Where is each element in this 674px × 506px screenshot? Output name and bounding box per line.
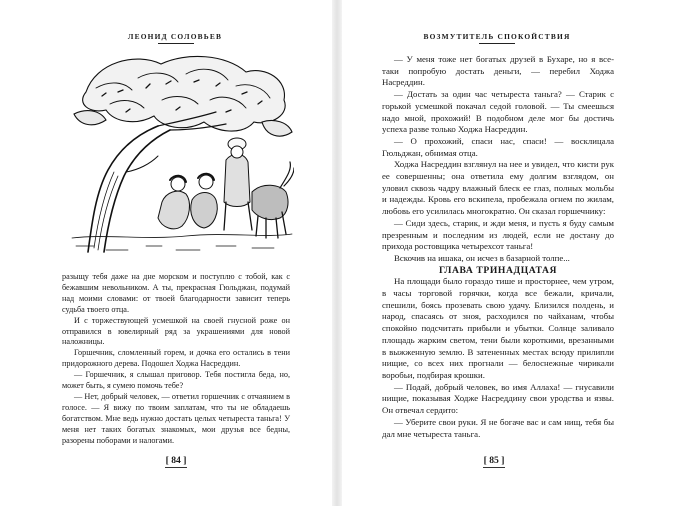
left-paragraph: — Горшечник, я слышал приговор. Тебя постигла беда, но, может быть, я сумею помочь тебе?: [62, 370, 290, 391]
right-paragraph: Вскочив на ишака, он исчез в базарной толпе...: [394, 252, 570, 263]
left-running-head: ЛЕОНИД СОЛОВЬЕВ: [127, 32, 223, 41]
right-head-rule: [479, 43, 515, 44]
tree-illustration: [66, 52, 294, 264]
right-paragraph: Ходжа Насреддин взглянул на нее и увидел, что кисти рук ее совершенны; она ответила ему долгим взглядом, он уловил сквозь чадру влажный блеск ее глаз, полных мольбы и надежды. Кровь его вскипела, пробежала огнем по жилам, любовь его усилилась многократно. Он сказал горшечнику:: [382, 159, 614, 217]
right-paragraph: — Сиди здесь, старик, и жди меня, и пусть я буду самым презренным и последним из людей, если не достану до прихода ростовщика четырехсот таньга!: [382, 217, 614, 252]
right-paragraph: — Уберите свои руки. Я не богаче вас и сам нищ, тебя бы дал мне четыреста таньга.: [382, 416, 614, 439]
left-paragraph: разыщу тебя даже на дне морском и поступлю с тобой, как с бежавшим невольником. А ты, прекрасная Гюльджан, подумай над моими словами: от твоей благодарности зависит теперь судьба твоего отца.: [62, 272, 290, 314]
right-paragraph: — Достать за один час четыреста таньга? — Старик с горькой усмешкой покачал седой головой. — Ты смеешься надо мной, прохожий! В подобном деле мог бы достичь успеха разве только Ходжа Насреддин.: [382, 89, 614, 135]
left-page: [0, 0, 332, 506]
right-paragraph: — О прохожий, спаси нас, спаси! — восклицала Гюльджан, обнимая отца.: [382, 135, 614, 158]
right-paragraph: На площади было гораздо тише и просторнее, чем утром, в часы торговой горячки, когда все бежали, кричали, спешили, боясь прозевать свою удачу. Близился полдень, и народ, спасаясь от зноя, расходился по чайханам, чтобы спокойно подсчитать прибыли и убытки. Солнце заливало площадь жарким светом, тени были короткими, врезанными в выжженную землю. В затененных местах всюду прилипли нищие, со всех них прогнали — белоснежные чирикали воробьи, подбирая крошки.: [382, 276, 614, 380]
right-folio-rule: [483, 467, 505, 468]
left-paragraph: — Нет, добрый человек, — ответил горшечник с отчаянием в голосе. — Я вижу по твоим заплатам, что ты не обладаешь богатством. Мне ведь нужно достать целых четыреста таньга! У меня нет таких богатых знакомых, мои друзья все бедны, разорены поборами и налогами.: [62, 391, 290, 445]
chapter-title: ГЛАВА ТРИНАДЦАТАЯ: [438, 264, 558, 276]
left-page-number: [ 84 ]: [165, 455, 187, 466]
right-page-number: [ 85 ]: [483, 455, 505, 466]
right-running-head: ВОЗМУТИТЕЛЬ СПОКОЙСТВИЯ: [423, 32, 571, 41]
left-paragraph: Горшечник, сломленный горем, и дочка его остались в тени придорожного дерева. Подошел Ходжа Насреддин.: [62, 348, 290, 369]
right-page: [342, 0, 674, 506]
left-paragraph: И с торжествующей усмешкой на своей гнусной роже он отправился в ювелирный ряд за украшениями для новой наложницы.: [62, 315, 290, 347]
left-folio-rule: [165, 467, 187, 468]
tree-foliage: [74, 56, 292, 136]
book-gutter: [332, 0, 342, 506]
left-head-rule: [158, 43, 194, 44]
tree-illustration-art: [72, 56, 294, 252]
left-body-text: [62, 272, 290, 447]
right-body-text: [382, 54, 614, 440]
figures-group: [158, 138, 294, 238]
right-paragraph: — Подай, добрый человек, во имя Аллаха! — гнусавили нищие, показывая Ходже Насреддину свои уродства и язвы. Он отвечал сердито:: [382, 381, 614, 416]
right-paragraph: — У меня тоже нет богатых друзей в Бухаре, но я все-таки попробую достать деньги, — перебил Ходжа Насреддин.: [382, 54, 614, 88]
